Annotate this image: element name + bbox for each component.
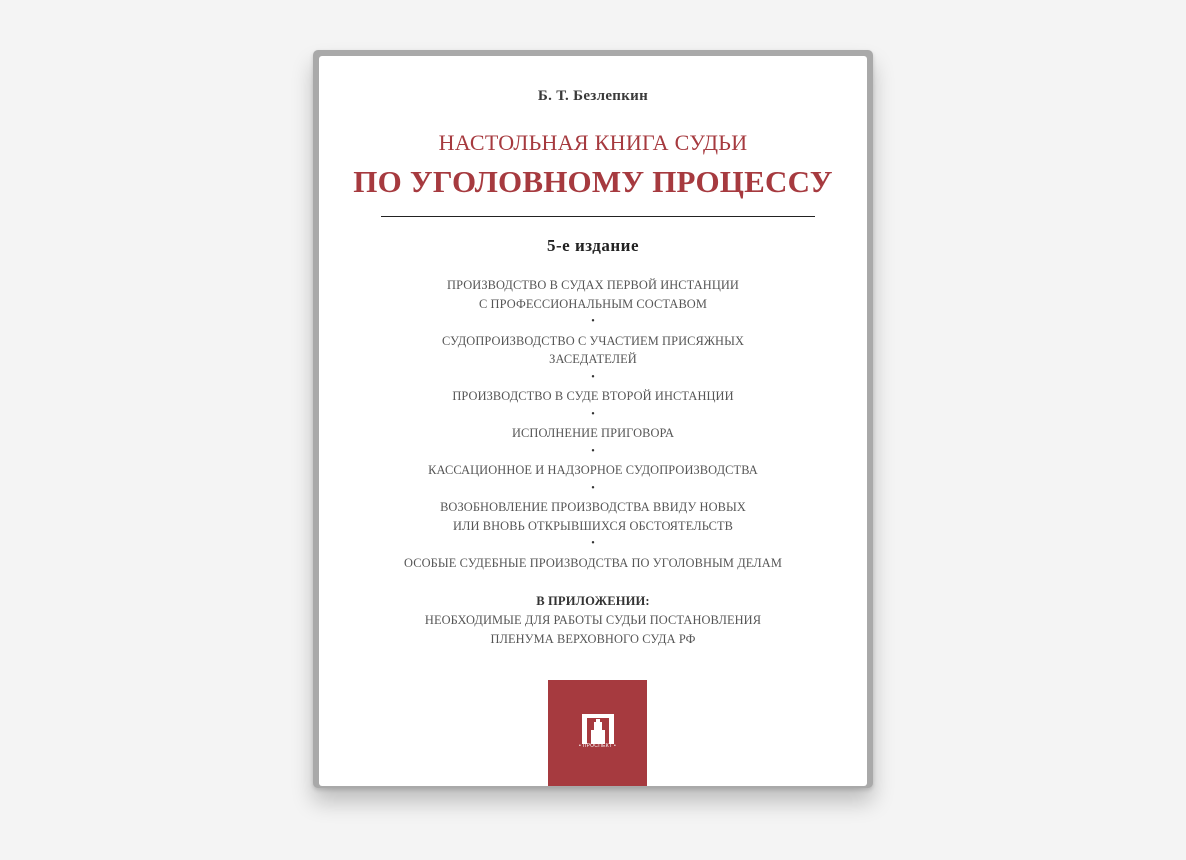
topic-line: ВОЗОБНОВЛЕНИЕ ПРОИЗВОДСТВА ВВИДУ НОВЫХ (440, 500, 746, 514)
topic-line: СУДОПРОИЗВОДСТВО С УЧАСТИЕМ ПРИСЯЖНЫХ (441, 333, 745, 348)
appendix-line: НЕОБХОДИМЫЕ ДЛЯ РАБОТЫ СУДЬИ ПОСТАНОВЛЕНИЯ (424, 613, 762, 627)
bullet-separator: • (591, 316, 595, 327)
title-line-2: ПО УГОЛОВНОМУ ПРОЦЕССУ (353, 164, 833, 199)
appendix-heading: В ПРИЛОЖЕНИИ: (536, 594, 650, 608)
topic-line: ПРОИЗВОДСТВО В СУДАХ ПЕРВОЙ ИНСТАНЦИИ (447, 278, 739, 292)
topic-line: ПРОИЗВОДСТВО В СУДЕ ВТОРОЙ ИНСТАНЦИИ (452, 389, 734, 403)
edition-label: 5-е издание (546, 236, 639, 255)
building-emblem-icon (578, 712, 618, 756)
topic-line: ИСПОЛНЕНИЕ ПРИГОВОРА (511, 426, 675, 440)
topic-line: КАССАЦИОННОЕ И НАДЗОРНОЕ СУДОПРОИЗВОДСТВА (428, 463, 758, 477)
author-name: Б. Т. Безлепкин (537, 88, 649, 104)
topic-line: ОСОБЫЕ СУДЕБНЫЕ ПРОИЗВОДСТВА ПО УГОЛОВНЫМ ДЕЛАМ (404, 555, 782, 570)
topic-line: ИЛИ ВНОВЬ ОТКРЫВШИХСЯ ОБСТОЯТЕЛЬСТВ (452, 518, 734, 533)
title-line-1: НАСТОЛЬНАЯ КНИГА СУДЬИ (438, 130, 748, 155)
bullet-separator: • (591, 408, 595, 420)
appendix-line: ПЛЕНУМА ВЕРХОВНОГО СУДА РФ (490, 632, 696, 646)
topic-line: С ПРОФЕССИОНАЛЬНЫМ СОСТАВОМ (479, 296, 707, 311)
book-cover-frame (313, 50, 873, 788)
bullet-separator: • (591, 371, 595, 383)
book-cover (319, 56, 867, 786)
bullet-separator: • (591, 538, 595, 549)
publisher-name: • ПРОСПЕКТ • (578, 743, 617, 749)
publisher-logo-block (548, 680, 647, 786)
title-divider (381, 216, 815, 217)
bullet-separator: • (591, 482, 595, 494)
topic-line: ЗАСЕДАТЕЛЕЙ (549, 352, 637, 366)
topics-list (319, 276, 867, 572)
appendix-note (319, 592, 867, 649)
bullet-separator: • (591, 445, 595, 457)
